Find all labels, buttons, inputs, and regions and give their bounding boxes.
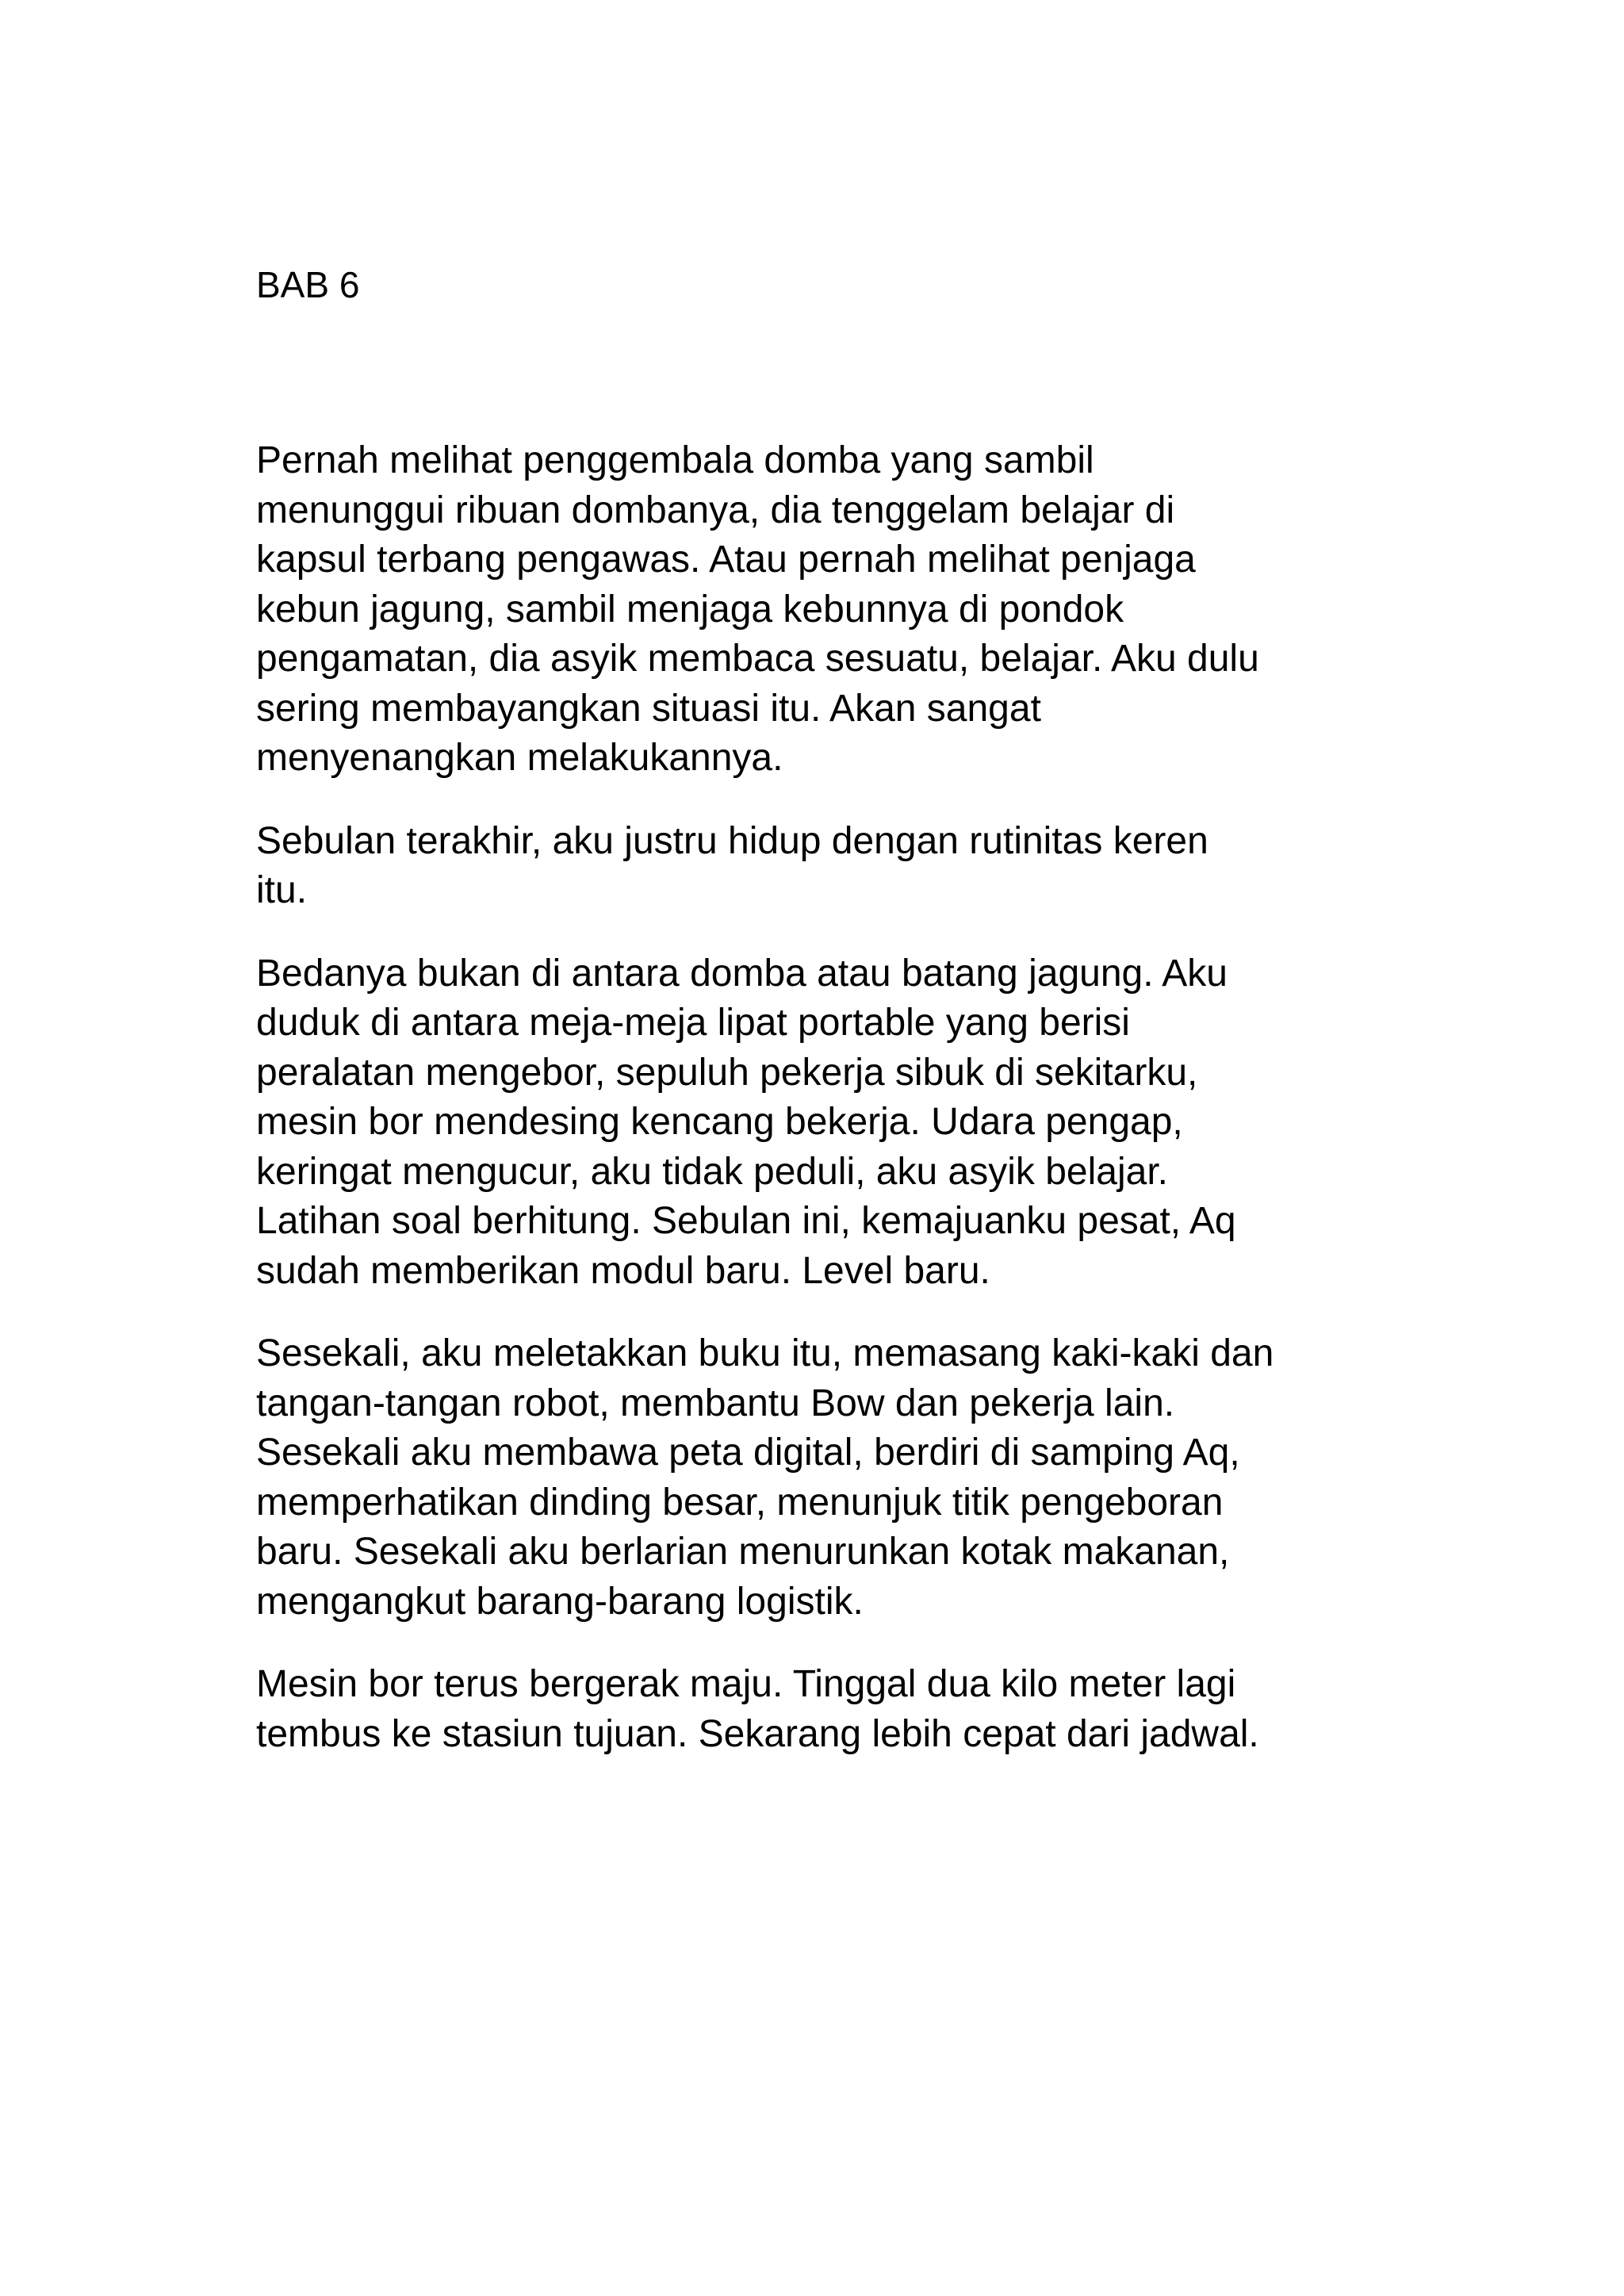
text-line: Latihan soal berhitung. Sebulan ini, kemajuanku pesat, Aq (256, 1200, 1236, 1242)
text-line: tangan-tangan robot, membantu Bow dan pekerja lain. (256, 1382, 1175, 1424)
text-line: sudah memberikan modul baru. Level baru. (256, 1249, 990, 1292)
text-line: peralatan mengebor, sepuluh pekerja sibuk di sekitarku, (256, 1051, 1198, 1094)
text-line: mengangkut barang-barang logistik. (256, 1580, 864, 1623)
text-line: tembus ke stasiun tujuan. Sekarang lebih cepat dari jadwal. (256, 1712, 1259, 1755)
text-line: duduk di antara meja-meja lipat portable yang berisi (256, 1002, 1130, 1044)
paragraph-2 (256, 817, 1398, 916)
text-line: menunggui ribuan dombanya, dia tenggelam belajar di (256, 489, 1175, 531)
paragraph-5 (256, 1660, 1398, 1759)
text-line: Mesin bor terus bergerak maju. Tinggal dua kilo meter lagi (256, 1663, 1236, 1705)
paragraph-1 (256, 436, 1398, 784)
text-line: kebun jagung, sambil menjaga kebunnya di pondok (256, 588, 1124, 631)
text-line: Bedanya bukan di antara domba atau batang jagung. Aku (256, 952, 1228, 995)
text-line: menyenangkan melakukannya. (256, 737, 783, 779)
text-line: baru. Sesekali aku berlarian menurunkan kotak makanan, (256, 1531, 1230, 1573)
chapter-heading: BAB 6 (256, 264, 360, 305)
text-line: itu. (256, 869, 308, 911)
paragraph-4 (256, 1329, 1398, 1627)
body-text (256, 436, 1398, 1792)
text-line: keringat mengucur, aku tidak peduli, aku asyik belajar. (256, 1150, 1169, 1193)
text-line: memperhatikan dinding besar, menunjuk titik pengeboran (256, 1481, 1224, 1524)
text-line: mesin bor mendesing kencang bekerja. Udara pengap, (256, 1101, 1183, 1143)
text-line: sering membayangkan situasi itu. Akan sangat (256, 687, 1041, 730)
text-line: Sesekali, aku meletakkan buku itu, memasang kaki-kaki dan (256, 1332, 1274, 1374)
text-line: kapsul terbang pengawas. Atau pernah melihat penjaga (256, 539, 1196, 581)
text-line: Pernah melihat penggembala domba yang sambil (256, 439, 1094, 481)
text-line: pengamatan, dia asyik membaca sesuatu, belajar. Aku dulu (256, 638, 1259, 680)
text-line: Sebulan terakhir, aku justru hidup dengan rutinitas keren (256, 819, 1208, 862)
paragraph-3 (256, 949, 1398, 1297)
text-line: Sesekali aku membawa peta digital, berdiri di samping Aq, (256, 1432, 1240, 1474)
